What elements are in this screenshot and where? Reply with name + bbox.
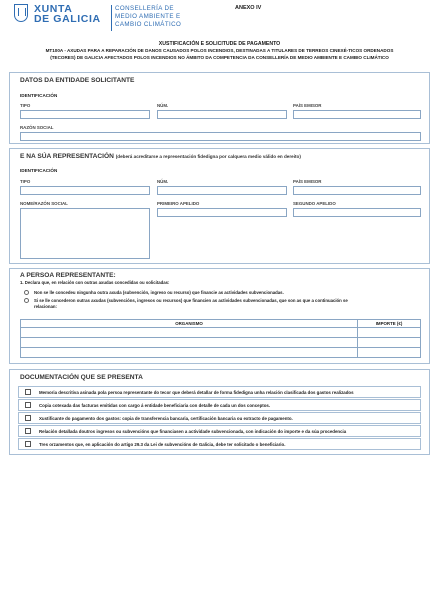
consellaria-line2: MEDIO AMBIENTE E [115,13,181,20]
persoa-title: A PERSOA REPRESENTANTE: [20,272,116,279]
rep-tipo-input[interactable] [20,186,150,195]
segundo-apelido-label: SEGUNDO APELIDO [293,201,336,206]
axudas-table [20,319,421,358]
rep-pais-input[interactable] [293,186,421,195]
document-title: XUSTIFICACIÓN E SOLICITUDE DE PAGAMENTO [158,41,281,47]
section-entidade [9,72,430,144]
logo-text-galicia: DE GALICIA [34,13,101,25]
table-row [21,328,421,338]
col-organismo-header: ORGANISMO [21,320,358,328]
documentacion-title: DOCUMENTACIÓN QUE SE PRESENTA [20,374,143,381]
document-subtitle-line2: (TECORES) DE GALICIA AFECTADOS POLOS INCENDIOS NO ÁMBITO DA COMPETENCIA DA CONSELLERÍA DE MEDIO AMBIENTE E CAMBIO CLIMÁTICO [50,55,389,60]
section-representacion-title [20,153,301,160]
identificacion-label: IDENTIFICACIÓN [20,93,58,98]
doc-item-label: Memoria descritiva asinada pola persoa representante do tecor que deberá detallar de forma fidedigna unha relación clasificada dos gastos realizados [39,390,354,395]
section-documentacion [9,369,430,455]
doc-item-row [18,438,421,450]
consellaria-line3: CAMBIO CLIMÁTICO [115,21,182,28]
doc-item-label: Xustificante do pagamento dos gastos: copia de transferencia bancaria, certificación bancaria ou extracto de pagamento. [39,416,293,421]
option-no-axudas-radio[interactable] [24,290,29,295]
section-representacion [9,148,430,264]
doc-item-checkbox[interactable] [25,402,31,408]
document-subtitle-line1: MT100A - AXUDAS PARA A REPARACIÓN DE DANOS CAUSADOS POLOS INCENDIOS, DESTINADAS A TITULARES DE TERREOS CINEXÉ-TICOS ORDENADOS [45,48,394,53]
doc-item-checkbox[interactable] [25,389,31,395]
col-importe-header: IMPORTE (€) [358,320,421,328]
organismo-cell[interactable] [21,328,358,338]
primeiro-apelido-label: PRIMEIRO APELIDO [157,201,200,206]
table-row [21,338,421,348]
segundo-apelido-input[interactable] [293,208,421,217]
tipo-label-2: TIPO [20,179,31,184]
rep-num-input[interactable] [157,186,287,195]
logo-divider [111,5,112,31]
razon-social-input[interactable] [20,132,421,141]
representacion-title-text: E NA SÚA REPRESENTACIÓN [20,153,114,160]
option-no-axudas-label: Non se lle concedeu ningunha outra axuda (subvención, ingreso ou recurso) que financie as actividades subvencionadas. [34,290,284,295]
primeiro-apelido-input[interactable] [157,208,287,217]
importe-cell[interactable] [358,348,421,358]
option-si-axudas-label-line1: Si se lle concederon outras axudas (subvencións, ingresos ou recursos) que financien as actividades subvencionadas, que son as que a continuación se [34,298,348,303]
table-row [21,348,421,358]
identificacion-label-2: IDENTIFICACIÓN [20,168,58,173]
section-entidade-title: DATOS DA ENTIDADE SOLICITANTE [20,77,135,84]
doc-item-label: Tres orzamentos que, en aplicación do artigo 29.3 da Lei de subvencións de Galicia, debe ter solicitado o beneficiario. [39,442,286,447]
razon-social-label: RAZÓN SOCIAL [20,125,54,130]
consellaria-line1: CONSELLERÍA DE [115,5,174,12]
doc-item-row [18,425,421,437]
num-label: NÚM. [157,103,169,108]
anexo-label: ANEXO IV [235,5,262,11]
organismo-cell[interactable] [21,338,358,348]
xunta-logo [14,4,184,34]
num-label-2: NÚM. [157,179,169,184]
option-si-axudas-radio[interactable] [24,298,29,303]
doc-item-label: Copia cotexada das facturas emitidas con cargo á entidade beneficiaria con detalle de cada un dos conceptos. [39,403,271,408]
doc-item-row [18,399,421,411]
representacion-note: (deberá acreditarse a representación fidedigna por calquera medio válido en dereito) [115,154,301,159]
galicia-shield-icon [14,4,28,22]
logo-text-xunta: XUNTA [34,3,73,15]
doc-item-label: Relación detallada doutros ingresos ou subvencións que financiasen a actividade subvencionada, con indicación do importe e da súa procedencia [39,429,347,434]
tipo-label: TIPO [20,103,31,108]
organismo-cell[interactable] [21,348,358,358]
doc-item-row [18,386,421,398]
section-persoa-representante [9,268,430,364]
doc-item-checkbox[interactable] [25,415,31,421]
option-si-axudas-label-line2: relacionan: [34,304,57,309]
pais-emisor-label: PAÍS EMISOR [293,103,322,108]
declara-text: 1. Declara que, en relación con outras axudas concedidas ou solicitadas: [20,280,170,285]
nome-razon-social-input[interactable] [20,208,150,259]
nome-razon-social-label: NOME/RAZÓN SOCIAL [20,201,68,206]
importe-cell[interactable] [358,338,421,348]
doc-item-checkbox[interactable] [25,441,31,447]
doc-item-checkbox[interactable] [25,428,31,434]
pais-emisor-label-2: PAÍS EMISOR [293,179,322,184]
doc-item-row [18,412,421,424]
entidade-pais-input[interactable] [293,110,421,119]
entidade-num-input[interactable] [157,110,287,119]
entidade-tipo-input[interactable] [20,110,150,119]
importe-cell[interactable] [358,328,421,338]
